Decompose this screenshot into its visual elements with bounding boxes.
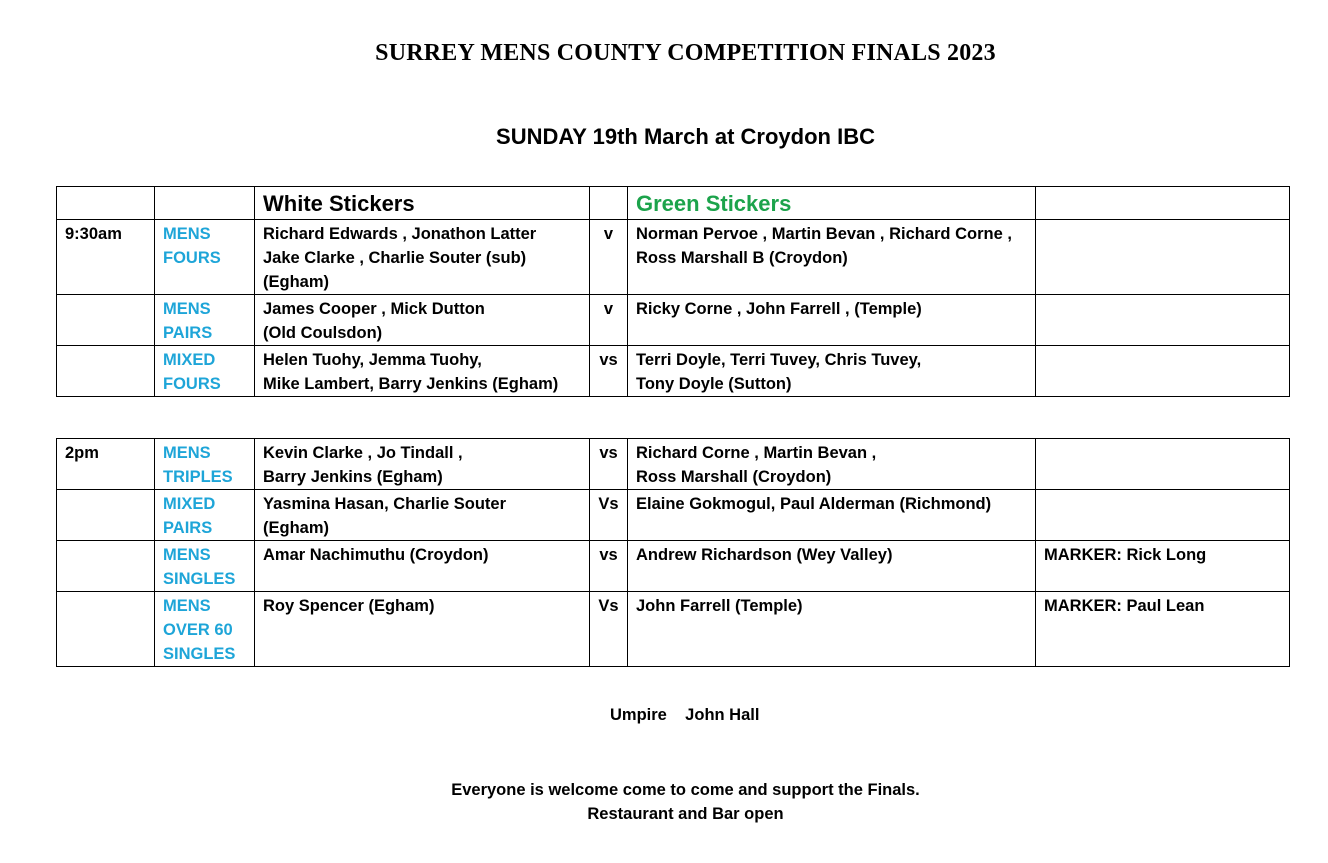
marker-cell (1036, 295, 1290, 346)
marker-cell (1036, 220, 1290, 295)
white-team-cell (255, 490, 590, 541)
white-team-line: Jake Clarke , Charlie Souter (sub) (263, 249, 527, 267)
header-green-cell (628, 187, 1036, 220)
event-name-line: SINGLES (163, 645, 236, 663)
green-team-cell (628, 592, 1036, 667)
event-name-cell (155, 541, 255, 592)
white-team-cell (255, 295, 590, 346)
match-row (57, 439, 1290, 490)
event-name-line: FOURS (163, 375, 221, 393)
header-vs-cell (590, 187, 628, 220)
header-note-cell (1036, 187, 1290, 220)
white-team-line: James Cooper , Mick Dutton (263, 300, 485, 318)
footer-line-restaurant: Restaurant and Bar open (587, 805, 784, 823)
versus-label: v (603, 300, 614, 318)
white-team-line: Mike Lambert, Barry Jenkins (Egham) (263, 375, 559, 393)
event-name-line: MENS (163, 300, 211, 318)
green-team-line: John Farrell (Temple) (636, 597, 803, 615)
footer-note (0, 778, 1328, 826)
green-team-cell (628, 541, 1036, 592)
match-row (57, 592, 1290, 667)
session-time-cell (57, 346, 155, 397)
versus-label: Vs (598, 495, 619, 513)
green-team-cell (628, 439, 1036, 490)
event-name-cell (155, 592, 255, 667)
white-stickers-header: White Stickers (263, 191, 415, 216)
event-name-line: MENS (163, 225, 211, 243)
versus-label: vs (599, 444, 618, 462)
event-name-cell (155, 346, 255, 397)
event-name-line: PAIRS (163, 324, 213, 342)
session-time-cell (57, 490, 155, 541)
event-name-line: FOURS (163, 249, 221, 267)
session-time-cell (57, 295, 155, 346)
versus-label: v (603, 225, 614, 243)
marker-note: MARKER: Rick Long (1044, 546, 1207, 564)
session-time-cell (57, 541, 155, 592)
header-event-cell (155, 187, 255, 220)
versus-cell (590, 592, 628, 667)
event-name-line: TRIPLES (163, 468, 233, 486)
session-time-cell (57, 220, 155, 295)
white-team-cell (255, 439, 590, 490)
white-team-cell (255, 541, 590, 592)
marker-cell (1036, 490, 1290, 541)
event-date-venue: SUNDAY 19th March at Croydon IBC (496, 124, 875, 149)
green-team-line: Elaine Gokmogul, Paul Alderman (Richmond) (636, 495, 992, 513)
white-team-line: (Old Coulsdon) (263, 324, 383, 342)
green-stickers-header: Green Stickers (636, 191, 792, 216)
marker-cell (1036, 439, 1290, 490)
page-title: SURREY MENS COUNTY COMPETITION FINALS 2023 (375, 40, 996, 66)
green-team-line: Ross Marshall (Croydon) (636, 468, 832, 486)
green-team-line: Tony Doyle (Sutton) (636, 375, 792, 393)
white-team-cell (255, 220, 590, 295)
header-white-cell (255, 187, 590, 220)
white-team-line: Richard Edwards , Jonathon Latter (263, 225, 537, 243)
match-row (57, 490, 1290, 541)
afternoon-schedule-table (56, 438, 1290, 667)
header-time-cell (57, 187, 155, 220)
green-team-cell (628, 220, 1036, 295)
event-name-line: MENS (163, 597, 211, 615)
session-time: 2pm (65, 444, 99, 462)
event-name-line: PAIRS (163, 519, 213, 537)
session-time: 9:30am (65, 225, 122, 243)
white-team-cell (255, 592, 590, 667)
white-team-line: Barry Jenkins (Egham) (263, 468, 443, 486)
white-team-line: Yasmina Hasan, Charlie Souter (263, 495, 507, 513)
white-team-line: Amar Nachimuthu (Croydon) (263, 546, 489, 564)
green-team-line: Richard Corne , Martin Bevan , (636, 444, 877, 462)
versus-cell (590, 346, 628, 397)
white-team-line: Roy Spencer (Egham) (263, 597, 435, 615)
green-team-line: Terri Doyle, Terri Tuvey, Chris Tuvey, (636, 351, 922, 369)
white-team-line: (Egham) (263, 519, 329, 537)
versus-cell (590, 541, 628, 592)
white-team-cell (255, 346, 590, 397)
versus-cell (590, 220, 628, 295)
green-team-cell (628, 490, 1036, 541)
green-team-cell (628, 295, 1036, 346)
event-name-line: OVER 60 (163, 621, 233, 639)
umpire-line: Umpire John Hall (610, 706, 760, 724)
green-team-line: Andrew Richardson (Wey Valley) (636, 546, 893, 564)
match-row (57, 295, 1290, 346)
marker-cell (1036, 592, 1290, 667)
session-time-cell (57, 439, 155, 490)
event-name-cell (155, 439, 255, 490)
event-name-line: SINGLES (163, 570, 236, 588)
marker-note: MARKER: Paul Lean (1044, 597, 1205, 615)
morning-schedule-table (56, 186, 1290, 397)
versus-cell (590, 439, 628, 490)
green-team-cell (628, 346, 1036, 397)
versus-label: Vs (598, 597, 619, 615)
white-team-line: Kevin Clarke , Jo Tindall , (263, 444, 463, 462)
match-row (57, 220, 1290, 295)
versus-label: vs (599, 351, 618, 369)
match-row (57, 541, 1290, 592)
white-team-line: Helen Tuohy, Jemma Tuohy, (263, 351, 482, 369)
event-name-line: MIXED (163, 351, 216, 369)
green-team-line: Norman Pervoe , Martin Bevan , Richard Corne , (636, 225, 1012, 243)
green-team-line: Ross Marshall B (Croydon) (636, 249, 848, 267)
versus-label: vs (599, 546, 618, 564)
white-team-line: (Egham) (263, 273, 329, 291)
footer-line-welcome: Everyone is welcome come to come and support the Finals. (451, 781, 920, 799)
header-row (57, 187, 1290, 220)
event-name-cell (155, 490, 255, 541)
event-name-line: MENS (163, 546, 211, 564)
versus-cell (590, 490, 628, 541)
marker-cell (1036, 541, 1290, 592)
green-team-line: Ricky Corne , John Farrell , (Temple) (636, 300, 922, 318)
marker-cell (1036, 346, 1290, 397)
versus-cell (590, 295, 628, 346)
event-name-cell (155, 295, 255, 346)
event-name-cell (155, 220, 255, 295)
match-row (57, 346, 1290, 397)
session-time-cell (57, 592, 155, 667)
event-name-line: MIXED (163, 495, 216, 513)
event-name-line: MENS (163, 444, 211, 462)
